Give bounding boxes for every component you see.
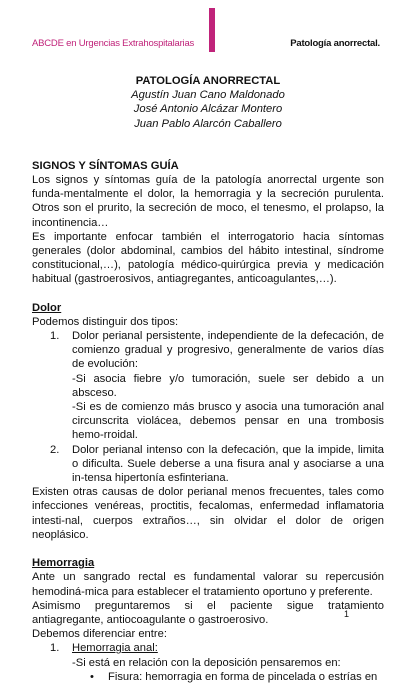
author-1: Agustín Juan Cano Maldonado (131, 89, 285, 102)
list-number: 2. (50, 443, 60, 456)
hemorragia-paragraph-2: Asimismo preguntaremos si el paciente sigue tratamiento antiagregante, antiocoagulante o gastroerosivo. (32, 599, 384, 626)
signos-paragraph-2: Es importante enfocar también el interrogatorio hacia síntomas generales (dolor abdominal, cambios del hábito intestinal, síndrome constitucional,…), patología médico-quirúrgica previa y medicación habitual (gastroerosivos, antiagregantes, anticoagulantes,…). (32, 230, 384, 286)
header-right-title: Patología anorrectal. (290, 38, 380, 49)
dolor-list-item-1 (32, 329, 384, 372)
author-3: Juan Pablo Alarcón Caballero (134, 117, 282, 130)
dolor-outro: Existen otras causas de dolor perianal menos frecuentes, tales como infecciones venéreas, proctitis, fecalomas, enfermedad inflamatoria intesti-nal, cuerpos extraños…, sin olvidar el dolor de origen neoplásico. (32, 486, 384, 541)
hemorragia-bullet-fisura (32, 670, 384, 684)
bullet-text: Fisura: hemorragia en forma de pincelada o estrías en (108, 670, 378, 683)
page-number: 1 (344, 609, 350, 619)
document-body (32, 74, 384, 684)
signos-paragraph-1: Los signos y síntomas guía de la patología anorrectal urgente son funda-mentalmente el dolor, la hemorragia y la secreción purulenta. Otros son el prurito, la secreción de moco, el tenesmo, el prolapso, la incontinencia… (32, 174, 384, 229)
section-heading-hemorragia: Hemorragia (32, 557, 95, 570)
header-left-title: ABCDE en Urgencias Extrahospitalarias (32, 38, 195, 49)
list-item-text: Dolor perianal intenso con la defecación, que la impide, limita o dificulta. Suele deberse a una fisura anal y asociarse a una in-tensa hipertonía esfinteriana. (72, 443, 384, 485)
dolor-intro: Podemos distinguir dos tipos: (32, 315, 179, 328)
list-number: 1. (50, 330, 60, 343)
list-item-text: Dolor perianal persistente, independiente de la defecación, de comienzo gradual y progresivo, generalmente de varios días de evolución: (72, 330, 384, 371)
dolor-list-item-2 (32, 443, 384, 486)
dolor-subitem-trombosis: -Si es de comienzo más brusco y asocia una tumoración anal circunscrita violácea, debemos pensar en una trombosis hemo-rroidal. (72, 401, 384, 442)
hemorragia-paragraph-3: Debemos diferenciar entre: (32, 628, 167, 641)
bullet-icon: • (90, 670, 94, 683)
list-number: 1. (50, 642, 60, 655)
document-title: PATOLOGÍA ANORRECTAL (135, 75, 281, 87)
header-accent-bar (209, 8, 215, 52)
section-heading-dolor: Dolor (32, 301, 62, 314)
hemorragia-subitem-deposicion: -Si está en relación con la deposición pensaremos en: (72, 656, 341, 669)
section-heading-signos: SIGNOS Y SÍNTOMAS GUÍA (32, 159, 179, 172)
author-2: José Antonio Alcázar Montero (133, 103, 283, 116)
dolor-subitem-absceso: -Si asocia fiebre y/o tumoración, suele ser debido a un absceso. (72, 372, 384, 399)
hemorragia-paragraph-1: Ante un sangrado rectal es fundamental valorar su repercusión hemodiná-mica para establecer el tratamiento oportuno y preferente. (32, 571, 384, 598)
hemorragia-list-item-1 (32, 641, 384, 655)
list-item-label: Hemorragia anal: (72, 642, 158, 655)
